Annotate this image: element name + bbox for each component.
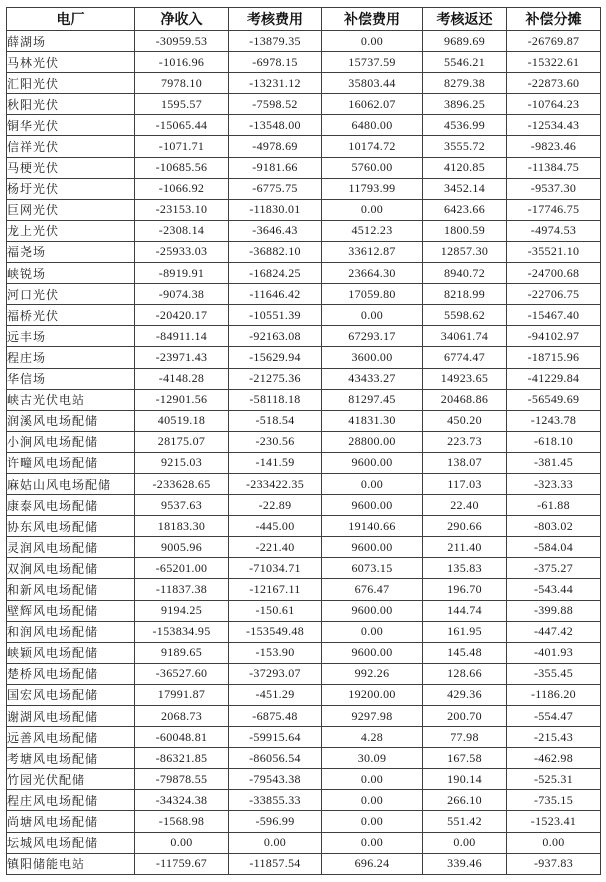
plant-name-cell: 华信场: [7, 368, 135, 389]
table-row: [7, 136, 601, 157]
value-cell: 551.42: [423, 811, 507, 832]
table-row: [7, 790, 601, 811]
value-cell: -355.45: [507, 663, 601, 684]
value-cell: 145.48: [423, 642, 507, 663]
value-cell: -21275.36: [229, 368, 322, 389]
value-cell: 28800.00: [322, 431, 423, 452]
value-cell: -1071.71: [135, 136, 229, 157]
value-cell: -34324.38: [135, 790, 229, 811]
plant-name-cell: 麻姑山风电场配储: [7, 473, 135, 494]
value-cell: 992.26: [322, 663, 423, 684]
value-cell: -153834.95: [135, 621, 229, 642]
plant-name-cell: 国宏风电场配储: [7, 684, 135, 705]
value-cell: 43433.27: [322, 368, 423, 389]
plant-name-cell: 汇阳光伏: [7, 73, 135, 94]
value-cell: -18715.96: [507, 347, 601, 368]
value-cell: -153.90: [229, 642, 322, 663]
table-row: [7, 73, 601, 94]
value-cell: 200.70: [423, 706, 507, 727]
plant-name-cell: 协东风电场配储: [7, 516, 135, 537]
value-cell: -11837.38: [135, 579, 229, 600]
value-cell: -1568.98: [135, 811, 229, 832]
value-cell: 0.00: [322, 31, 423, 52]
value-cell: 16062.07: [322, 94, 423, 115]
value-cell: 4.28: [322, 727, 423, 748]
value-cell: 0.00: [322, 473, 423, 494]
value-cell: 0.00: [507, 832, 601, 853]
table-row: [7, 178, 601, 199]
value-cell: -11830.01: [229, 199, 322, 220]
value-cell: 1595.57: [135, 94, 229, 115]
value-cell: -150.61: [229, 600, 322, 621]
value-cell: -10551.39: [229, 305, 322, 326]
plant-name-cell: 河口光伏: [7, 284, 135, 305]
value-cell: 6423.66: [423, 199, 507, 220]
value-cell: -1186.20: [507, 684, 601, 705]
value-cell: -61.88: [507, 495, 601, 516]
value-cell: -12901.56: [135, 389, 229, 410]
value-cell: 167.58: [423, 748, 507, 769]
value-cell: 19200.00: [322, 684, 423, 705]
value-cell: -9181.66: [229, 157, 322, 178]
value-cell: 23664.30: [322, 263, 423, 284]
header-compensation-share: 补偿分摊: [507, 8, 601, 31]
value-cell: -1523.41: [507, 811, 601, 832]
value-cell: -401.93: [507, 642, 601, 663]
header-net-income: 净收入: [135, 8, 229, 31]
value-cell: -59915.64: [229, 727, 322, 748]
plant-name-cell: 巨网光伏: [7, 199, 135, 220]
table-row: [7, 832, 601, 853]
value-cell: 12857.30: [423, 241, 507, 262]
value-cell: 9189.65: [135, 642, 229, 663]
value-cell: 223.73: [423, 431, 507, 452]
value-cell: -375.27: [507, 558, 601, 579]
value-cell: 30.09: [322, 748, 423, 769]
value-cell: -323.33: [507, 473, 601, 494]
plant-name-cell: 楚桥风电场配储: [7, 663, 135, 684]
value-cell: 20468.86: [423, 389, 507, 410]
value-cell: -9537.30: [507, 178, 601, 199]
value-cell: -381.45: [507, 452, 601, 473]
plant-name-cell: 竹园光伏配储: [7, 769, 135, 790]
value-cell: 117.03: [423, 473, 507, 494]
plant-name-cell: 薛湖场: [7, 31, 135, 52]
plant-name-cell: 许疃风电场配储: [7, 452, 135, 473]
value-cell: -71034.71: [229, 558, 322, 579]
table-row: [7, 263, 601, 284]
plant-name-cell: 远丰场: [7, 326, 135, 347]
value-cell: -22873.60: [507, 73, 601, 94]
value-cell: 0.00: [322, 811, 423, 832]
value-cell: -41229.84: [507, 368, 601, 389]
table-row: [7, 495, 601, 516]
value-cell: -33855.33: [229, 790, 322, 811]
value-cell: -13879.35: [229, 31, 322, 52]
value-cell: -22706.75: [507, 284, 601, 305]
value-cell: -12534.43: [507, 115, 601, 136]
value-cell: -735.15: [507, 790, 601, 811]
value-cell: -13548.00: [229, 115, 322, 136]
value-cell: -215.43: [507, 727, 601, 748]
value-cell: 9297.98: [322, 706, 423, 727]
table-row: [7, 389, 601, 410]
table-row: [7, 769, 601, 790]
value-cell: 22.40: [423, 495, 507, 516]
value-cell: 6774.47: [423, 347, 507, 368]
table-body: [7, 31, 601, 875]
value-cell: -10764.23: [507, 94, 601, 115]
value-cell: 135.83: [423, 558, 507, 579]
table-row: [7, 663, 601, 684]
value-cell: -10685.56: [135, 157, 229, 178]
plant-name-cell: 福尧场: [7, 241, 135, 262]
value-cell: 4536.99: [423, 115, 507, 136]
value-cell: 14923.65: [423, 368, 507, 389]
table-row: [7, 853, 601, 874]
value-cell: 3452.14: [423, 178, 507, 199]
table-row: [7, 410, 601, 431]
value-cell: -584.04: [507, 537, 601, 558]
table-row: [7, 452, 601, 473]
value-cell: 10174.72: [322, 136, 423, 157]
plant-name-cell: 程庄场: [7, 347, 135, 368]
value-cell: -17746.75: [507, 199, 601, 220]
value-cell: 0.00: [322, 832, 423, 853]
plant-name-cell: 康泰风电场配储: [7, 495, 135, 516]
value-cell: -525.31: [507, 769, 601, 790]
value-cell: -79543.38: [229, 769, 322, 790]
value-cell: -230.56: [229, 431, 322, 452]
value-cell: 9600.00: [322, 642, 423, 663]
plant-name-cell: 铜华光伏: [7, 115, 135, 136]
value-cell: -7598.52: [229, 94, 322, 115]
header-plant: 电厂: [7, 8, 135, 31]
value-cell: 9537.63: [135, 495, 229, 516]
value-cell: -84911.14: [135, 326, 229, 347]
value-cell: 0.00: [423, 832, 507, 853]
value-cell: 9600.00: [322, 600, 423, 621]
value-cell: 0.00: [135, 832, 229, 853]
value-cell: -94102.97: [507, 326, 601, 347]
value-cell: 3555.72: [423, 136, 507, 157]
table-row: [7, 284, 601, 305]
value-cell: 9005.96: [135, 537, 229, 558]
value-cell: 144.74: [423, 600, 507, 621]
plant-name-cell: 程庄风电场配储: [7, 790, 135, 811]
value-cell: 0.00: [322, 790, 423, 811]
value-cell: 35803.44: [322, 73, 423, 94]
value-cell: 138.07: [423, 452, 507, 473]
value-cell: -15065.44: [135, 115, 229, 136]
value-cell: -596.99: [229, 811, 322, 832]
value-cell: 6073.15: [322, 558, 423, 579]
value-cell: -11857.54: [229, 853, 322, 874]
value-cell: 5598.62: [423, 305, 507, 326]
plant-name-cell: 峡锐场: [7, 263, 135, 284]
value-cell: 0.00: [322, 199, 423, 220]
value-cell: -4978.69: [229, 136, 322, 157]
value-cell: 34061.74: [423, 326, 507, 347]
value-cell: 6480.00: [322, 115, 423, 136]
value-cell: -1016.96: [135, 52, 229, 73]
value-cell: -9823.46: [507, 136, 601, 157]
plant-name-cell: 峡古光伏电站: [7, 389, 135, 410]
value-cell: -153549.48: [229, 621, 322, 642]
value-cell: 9215.03: [135, 452, 229, 473]
value-cell: 7978.10: [135, 73, 229, 94]
value-cell: -26769.87: [507, 31, 601, 52]
value-cell: 9194.25: [135, 600, 229, 621]
plant-name-cell: 信祥光伏: [7, 136, 135, 157]
value-cell: 40519.18: [135, 410, 229, 431]
table-header-row: [7, 8, 601, 31]
value-cell: -1066.92: [135, 178, 229, 199]
value-cell: 17059.80: [322, 284, 423, 305]
plant-name-cell: 灵润风电场配储: [7, 537, 135, 558]
value-cell: 17991.87: [135, 684, 229, 705]
value-cell: 11793.99: [322, 178, 423, 199]
header-assessment-refund: 考核返还: [423, 8, 507, 31]
table-row: [7, 684, 601, 705]
value-cell: 9600.00: [322, 537, 423, 558]
value-cell: 266.10: [423, 790, 507, 811]
table-row: [7, 811, 601, 832]
value-cell: 9600.00: [322, 452, 423, 473]
value-cell: 676.47: [322, 579, 423, 600]
value-cell: -86056.54: [229, 748, 322, 769]
value-cell: -79878.55: [135, 769, 229, 790]
value-cell: 77.98: [423, 727, 507, 748]
value-cell: -13231.12: [229, 73, 322, 94]
value-cell: -233422.35: [229, 473, 322, 494]
plant-name-cell: 龙上光伏: [7, 220, 135, 241]
value-cell: 696.24: [322, 853, 423, 874]
plant-name-cell: 峡颖风电场配储: [7, 642, 135, 663]
value-cell: -8919.91: [135, 263, 229, 284]
value-cell: -141.59: [229, 452, 322, 473]
value-cell: -6875.48: [229, 706, 322, 727]
value-cell: 0.00: [322, 305, 423, 326]
value-cell: -20420.17: [135, 305, 229, 326]
value-cell: 4512.23: [322, 220, 423, 241]
table-row: [7, 94, 601, 115]
value-cell: 450.20: [423, 410, 507, 431]
value-cell: 8279.38: [423, 73, 507, 94]
value-cell: 8218.99: [423, 284, 507, 305]
value-cell: 196.70: [423, 579, 507, 600]
value-cell: 1800.59: [423, 220, 507, 241]
value-cell: -2308.14: [135, 220, 229, 241]
value-cell: 3896.25: [423, 94, 507, 115]
value-cell: 211.40: [423, 537, 507, 558]
plant-name-cell: 马梗光伏: [7, 157, 135, 178]
table-row: [7, 537, 601, 558]
value-cell: 15737.59: [322, 52, 423, 73]
plant-name-cell: 和新风电场配储: [7, 579, 135, 600]
value-cell: -233628.65: [135, 473, 229, 494]
value-cell: -221.40: [229, 537, 322, 558]
value-cell: -58118.18: [229, 389, 322, 410]
value-cell: -12167.11: [229, 579, 322, 600]
value-cell: -24700.68: [507, 263, 601, 284]
value-cell: 190.14: [423, 769, 507, 790]
value-cell: -9074.38: [135, 284, 229, 305]
plant-name-cell: 小涧风电场配储: [7, 431, 135, 452]
power-plant-settlement-table: [6, 7, 601, 875]
value-cell: 18183.30: [135, 516, 229, 537]
value-cell: -803.02: [507, 516, 601, 537]
table-row: [7, 305, 601, 326]
plant-name-cell: 马林光伏: [7, 52, 135, 73]
value-cell: 290.66: [423, 516, 507, 537]
value-cell: 5546.21: [423, 52, 507, 73]
table-row: [7, 473, 601, 494]
table-row: [7, 326, 601, 347]
value-cell: -60048.81: [135, 727, 229, 748]
value-cell: -6775.75: [229, 178, 322, 199]
value-cell: -11646.42: [229, 284, 322, 305]
value-cell: -937.83: [507, 853, 601, 874]
value-cell: 339.46: [423, 853, 507, 874]
value-cell: -15629.94: [229, 347, 322, 368]
value-cell: -35521.10: [507, 241, 601, 262]
value-cell: -518.54: [229, 410, 322, 431]
value-cell: -447.42: [507, 621, 601, 642]
table-row: [7, 347, 601, 368]
value-cell: 9600.00: [322, 495, 423, 516]
value-cell: -543.44: [507, 579, 601, 600]
value-cell: -11759.67: [135, 853, 229, 874]
value-cell: -618.10: [507, 431, 601, 452]
value-cell: 8940.72: [423, 263, 507, 284]
table-row: [7, 220, 601, 241]
plant-name-cell: 尚塘风电场配储: [7, 811, 135, 832]
value-cell: 0.00: [322, 769, 423, 790]
value-cell: -6978.15: [229, 52, 322, 73]
header-compensation-fee: 补偿费用: [322, 8, 423, 31]
table-row: [7, 52, 601, 73]
table-row: [7, 115, 601, 136]
value-cell: 4120.85: [423, 157, 507, 178]
value-cell: 67293.17: [322, 326, 423, 347]
value-cell: -25933.03: [135, 241, 229, 262]
table-row: [7, 600, 601, 621]
value-cell: -16824.25: [229, 263, 322, 284]
value-cell: -92163.08: [229, 326, 322, 347]
plant-name-cell: 壁辉风电场配储: [7, 600, 135, 621]
value-cell: 0.00: [322, 621, 423, 642]
plant-name-cell: 杨圩光伏: [7, 178, 135, 199]
table-row: [7, 642, 601, 663]
plant-name-cell: 镇阳储能电站: [7, 853, 135, 874]
value-cell: -11384.75: [507, 157, 601, 178]
value-cell: 2068.73: [135, 706, 229, 727]
value-cell: -36527.60: [135, 663, 229, 684]
value-cell: -15467.40: [507, 305, 601, 326]
table-row: [7, 621, 601, 642]
value-cell: 3600.00: [322, 347, 423, 368]
table-row: [7, 516, 601, 537]
value-cell: -554.47: [507, 706, 601, 727]
value-cell: -462.98: [507, 748, 601, 769]
value-cell: -15322.61: [507, 52, 601, 73]
value-cell: -30959.53: [135, 31, 229, 52]
value-cell: 161.95: [423, 621, 507, 642]
value-cell: -445.00: [229, 516, 322, 537]
value-cell: -4974.53: [507, 220, 601, 241]
header-assessment-fee: 考核费用: [229, 8, 322, 31]
table-row: [7, 706, 601, 727]
table-row: [7, 241, 601, 262]
value-cell: 0.00: [229, 832, 322, 853]
value-cell: -65201.00: [135, 558, 229, 579]
value-cell: -4148.28: [135, 368, 229, 389]
value-cell: -23153.10: [135, 199, 229, 220]
value-cell: -399.88: [507, 600, 601, 621]
value-cell: 41831.30: [322, 410, 423, 431]
table-row: [7, 748, 601, 769]
plant-name-cell: 和润风电场配储: [7, 621, 135, 642]
value-cell: 19140.66: [322, 516, 423, 537]
table-row: [7, 31, 601, 52]
value-cell: 9689.69: [423, 31, 507, 52]
table-row: [7, 199, 601, 220]
value-cell: 28175.07: [135, 431, 229, 452]
value-cell: -86321.85: [135, 748, 229, 769]
plant-name-cell: 秋阳光伏: [7, 94, 135, 115]
table-row: [7, 579, 601, 600]
value-cell: -36882.10: [229, 241, 322, 262]
table-row: [7, 431, 601, 452]
plant-name-cell: 远善风电场配储: [7, 727, 135, 748]
table-row: [7, 727, 601, 748]
value-cell: 5760.00: [322, 157, 423, 178]
plant-name-cell: 润溪风电场配储: [7, 410, 135, 431]
value-cell: -22.89: [229, 495, 322, 516]
value-cell: 128.66: [423, 663, 507, 684]
plant-name-cell: 坛城风电场配储: [7, 832, 135, 853]
table-row: [7, 157, 601, 178]
plant-name-cell: 福桥光伏: [7, 305, 135, 326]
value-cell: -37293.07: [229, 663, 322, 684]
value-cell: 81297.45: [322, 389, 423, 410]
table-row: [7, 558, 601, 579]
value-cell: -56549.69: [507, 389, 601, 410]
value-cell: -23971.43: [135, 347, 229, 368]
plant-name-cell: 双涧风电场配储: [7, 558, 135, 579]
plant-name-cell: 谢湖风电场配储: [7, 706, 135, 727]
value-cell: -451.29: [229, 684, 322, 705]
value-cell: 33612.87: [322, 241, 423, 262]
table-row: [7, 368, 601, 389]
value-cell: 429.36: [423, 684, 507, 705]
value-cell: -1243.78: [507, 410, 601, 431]
plant-name-cell: 考塘风电场配储: [7, 748, 135, 769]
value-cell: -3646.43: [229, 220, 322, 241]
